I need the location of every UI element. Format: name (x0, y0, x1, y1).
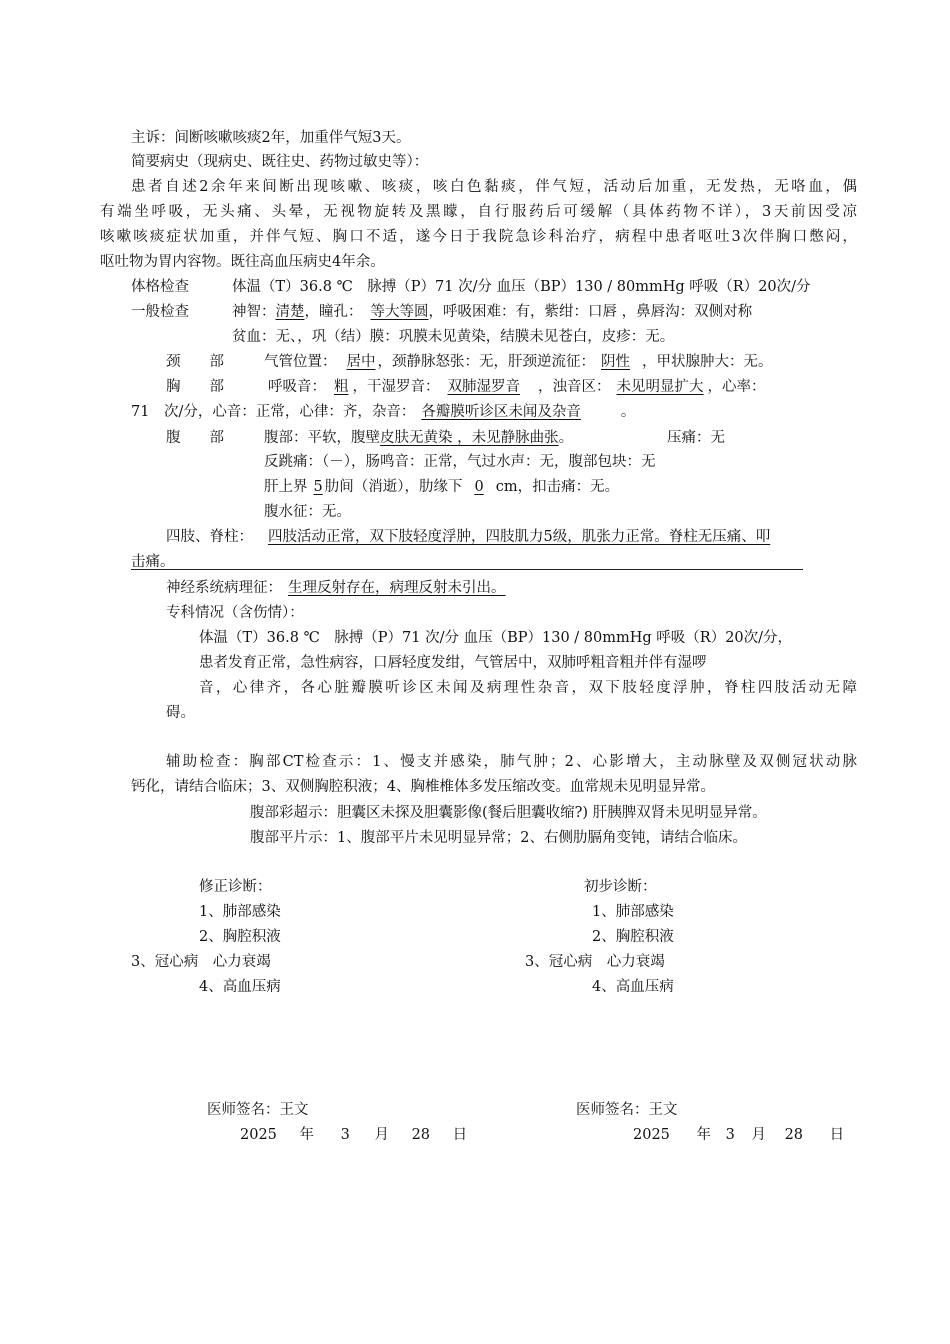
date-day: 28 (411, 1127, 431, 1143)
neck-end: ，甲状腺肿大：无。 (642, 354, 773, 370)
signature-name: 王文 (648, 1102, 678, 1118)
initial-diagnosis-item: 4、高血压病 (592, 979, 674, 995)
liver-lower-value: 0 (474, 479, 484, 495)
date-year: 2025 (633, 1127, 670, 1143)
date-month: 3 (725, 1127, 735, 1143)
rate-label: ，心率： (707, 379, 766, 395)
abdomen-wall-end: 。 (558, 430, 574, 446)
date-month-unit: 月 (751, 1127, 766, 1143)
date-day-unit: 日 (829, 1127, 845, 1143)
chief-complaint-label: 主诉： (131, 130, 175, 146)
history-heading: 简要病史（现病史、既往史、药物过敏史等）： (131, 154, 429, 170)
specialty-line: 患者发育正常，急性病容，口唇轻度发绀，气管居中，双肺呼粗音粗并伴有湿啰 (199, 655, 707, 671)
chest-line-2-end: 。 (620, 404, 636, 420)
sign-date-right (633, 1123, 844, 1147)
abdomen-line-4: 腹水征：无。 (264, 504, 351, 520)
neck-line (264, 350, 773, 374)
general-exam-line-2: 贫血：无、，巩（结）膜：巩膜未见黄染，结膜未见苍白，皮疹：无。 (232, 329, 675, 345)
revised-diagnosis-item: 1、肺部感染 (199, 904, 281, 920)
date-year-unit: 年 (696, 1127, 712, 1143)
abdomen-wall-value: 皮肤无黄染 ，未见静脉曲张 (380, 430, 559, 446)
revised-diagnosis-item: 2、胸腔积液 (199, 929, 281, 945)
neuro-value: 生理反射存在，病理反射未引出。 (288, 580, 506, 596)
limbs-text: 四肢活动正常，双下肢轻度浮肿，四肢肌力5级，肌张力正常。脊柱无压痛、叩 (268, 529, 771, 545)
revised-diagnosis-item: 4、高血压病 (199, 979, 281, 995)
chest-label: 胸 部 (166, 379, 224, 395)
neck-mid: ，颈静脉怒张：无，肝颈逆流征： (377, 354, 595, 370)
doctor-signature-left (207, 1098, 309, 1122)
history-line: 呕吐物为胃内容物。既往高血压病史4年余。 (100, 254, 385, 270)
history-line: 咳嗽咳痰症状加重，并伴气短、胸口不适，遂今日于我院急诊科治疗，病程中患者呕吐3次伴胸口憋闷， (100, 229, 857, 245)
dull-label: ，浊音区： (538, 379, 611, 395)
neuro-label: 神经系统病理征： (166, 580, 282, 596)
signature-name: 王文 (279, 1102, 309, 1118)
pupil-value: 等大等圆 (370, 304, 429, 320)
tenderness: 压痛：无 (667, 430, 725, 446)
initial-diagnosis-title: 初步诊断： (584, 879, 657, 895)
general-rest: ，呼吸困难：有，紫绀：口唇 ，鼻唇沟：双侧对称 (428, 304, 753, 320)
vitals: 体温（T）36.8 ℃ 脉搏（P）71 次/分 血压（BP）130 / 80mmHg 呼吸（R）20次/分 (232, 279, 811, 295)
signature-label: 医师签名： (207, 1102, 280, 1118)
date-day: 28 (784, 1127, 804, 1143)
sign-date-left (240, 1123, 467, 1147)
date-month-unit: 月 (374, 1127, 389, 1143)
general-exam-label: 一般检查 (131, 304, 189, 320)
breath-value: 粗 (334, 379, 349, 395)
breath-label: 呼吸音： (268, 379, 326, 395)
specialty-line: 碍。 (166, 705, 195, 721)
abdomen-wall-label: 腹部：平软，腹壁 (264, 430, 380, 446)
rales-label: ，干湿罗音： (352, 379, 440, 395)
aux-exam-line: 辅助检查：胸部CT检查示：1、慢支并感染，肺气肿；2、心影增大，主动脉壁及双侧冠状动脉 (166, 754, 857, 770)
aux-exam-line: 钙化，请结合临床；3、双侧胸腔积液；4、胸椎椎体多发压缩改变。血常规未见明显异常。 (131, 779, 715, 795)
chest-line-1 (268, 375, 766, 399)
date-year: 2025 (240, 1127, 277, 1143)
mind-value: 清楚 (275, 304, 305, 320)
liver-upper-label: 肝上界 (264, 479, 308, 495)
date-year-unit: 年 (299, 1127, 315, 1143)
murmur-value: 各瓣膜听诊区未闻及杂音 (421, 404, 581, 420)
limbs-label: 四肢、脊柱： (166, 529, 253, 545)
initial-diagnosis-item: 3、冠心病 心力衰竭 (525, 954, 665, 970)
abdomen-line-2: 反跳痛：（－），肠鸣音：正常，气过水声：无，腹部包块：无 (264, 454, 656, 470)
initial-diagnosis-item: 1、肺部感染 (592, 904, 674, 920)
rales-value: 双肺湿罗音 (447, 379, 520, 395)
pupil-label: ，瞳孔： (304, 304, 363, 320)
abdomen-line-1 (264, 426, 573, 450)
abdomen-label: 腹 部 (166, 430, 224, 446)
mind-label: 神智： (232, 304, 276, 320)
date-month: 3 (340, 1127, 350, 1143)
limbs-text-2: 击痛。 (131, 554, 175, 570)
dull-value: 未见明显扩大 (616, 379, 704, 395)
neuro-line (166, 576, 506, 600)
physical-exam-label: 体格检查 (131, 279, 189, 295)
liver-lower-label: 肋间（消逝），肋缘下 (324, 479, 463, 495)
initial-diagnosis-item: 2、胸腔积液 (592, 929, 674, 945)
trachea-value: 居中 (346, 354, 376, 370)
revised-diagnosis-title: 修正诊断： (199, 879, 272, 895)
liver-upper-value: 5 (313, 479, 323, 495)
trachea-label: 气管位置： (264, 354, 337, 370)
heart-sounds: 71 次/分，心音：正常，心律：齐，杂音： (131, 404, 416, 420)
chest-line-2 (131, 400, 635, 424)
reflux-value: 阴性 (601, 354, 630, 370)
abdomen-line-3 (264, 475, 619, 499)
general-exam-line-1 (232, 300, 752, 324)
aux-exam-line: 腹部平片示：1、腹部平片未见明显异常；2、右侧肋膈角变钝，请结合临床。 (250, 830, 747, 846)
limbs-underline (131, 569, 803, 570)
abdomen-line-3-end: cm，扣击痛：无。 (495, 479, 620, 495)
date-day-unit: 日 (452, 1127, 468, 1143)
aux-exam-line: 腹部彩超示：胆囊区未探及胆囊影像(餐后胆囊收缩?) 肝胰脾双肾未见明显异常。 (250, 805, 767, 821)
specialty-line: 体温（T）36.8 ℃ 脉搏（P）71 次/分 血压（BP）130 / 80mmHg 呼吸（R）20次/分， (199, 630, 793, 646)
neck-label: 颈 部 (166, 354, 224, 370)
history-line: 有端坐呼吸，无头痛、头晕，无视物旋转及黑矇，自行服药后可缓解（具体药物不详），3天前因受凉 (100, 204, 857, 220)
specialty-line: 音，心律齐，各心脏瓣膜听诊区未闻及病理性杂音，双下肢轻度浮肿，脊柱四肢活动无障 (199, 680, 857, 696)
specialty-heading: 专科情况（含伤情）： (166, 605, 304, 621)
chief-complaint-text: 间断咳嗽咳痰2年，加重伴气短3天。 (174, 130, 411, 146)
chief-complaint (131, 126, 410, 150)
history-line: 患者自述2余年来间断出现咳嗽、咳痰，咳白色黏痰，伴气短，活动后加重，无发热，无咯血，偶 (131, 179, 857, 195)
revised-diagnosis-item: 3、冠心病 心力衰竭 (131, 954, 271, 970)
doctor-signature-right (576, 1098, 678, 1122)
signature-label: 医师签名： (576, 1102, 649, 1118)
